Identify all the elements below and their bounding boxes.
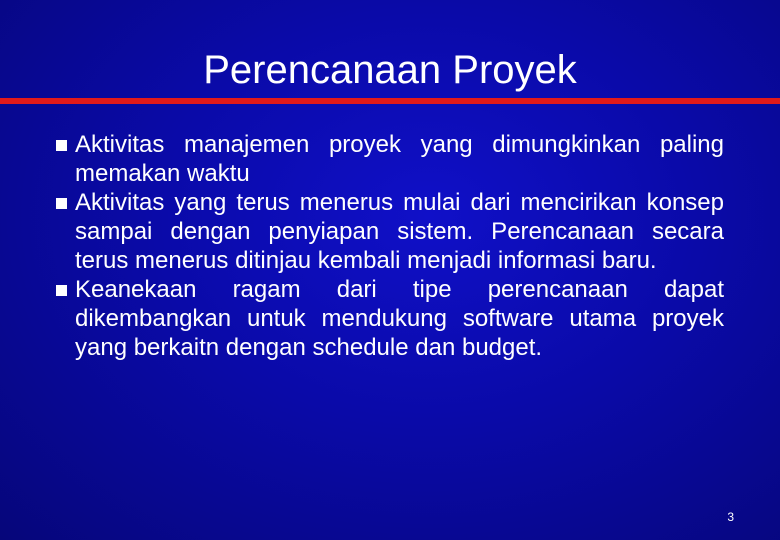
bullet-item [56, 275, 724, 362]
slide-title: Perencanaan Proyek [203, 48, 577, 92]
bullet-text: Keanekaan ragam dari tipe perencanaan dapat dikembangkan untuk mendukung software utama proyek yang berkaitn dengan schedule dan budget. [75, 276, 724, 361]
page-number: 3 [727, 510, 734, 524]
bullet-item [56, 188, 724, 275]
bullet-item [56, 130, 724, 188]
square-bullet-icon [56, 140, 67, 151]
bullet-list [56, 130, 724, 362]
bullet-text: Aktivitas yang terus menerus mulai dari mencirikan konsep sampai dengan penyiapan sistem. Perencanaan secara terus menerus ditinjau kembali menjadi informasi baru. [75, 189, 724, 274]
square-bullet-icon [56, 198, 67, 209]
bullet-text: Aktivitas manajemen proyek yang dimungkinkan paling memakan waktu [75, 131, 724, 187]
square-bullet-icon [56, 285, 67, 296]
title-divider [0, 98, 780, 104]
